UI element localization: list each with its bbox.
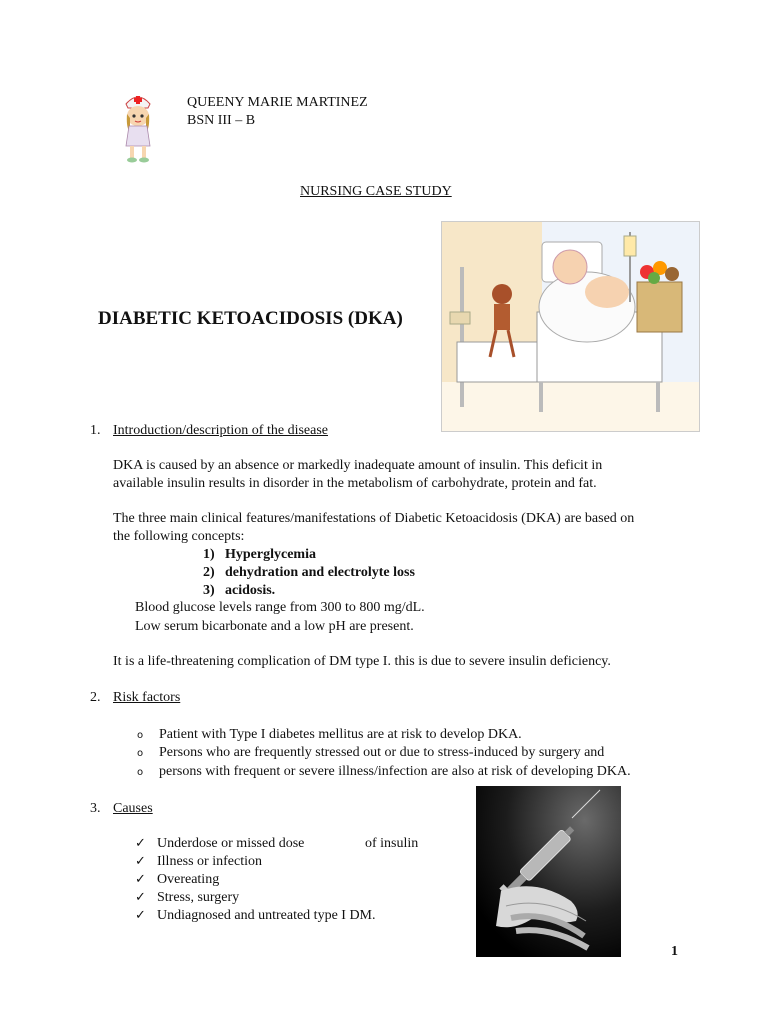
- cause-item-text: Underdose or missed dose: [157, 836, 305, 851]
- cause-item-text: Illness or infection: [157, 854, 262, 869]
- cause-item-text: Stress, surgery: [157, 890, 240, 905]
- feature-item: [203, 564, 415, 582]
- cause-item-text: Overeating: [157, 872, 220, 887]
- section-heading-intro: Introduction/description of the disease: [113, 423, 328, 438]
- glucose-range-text: Blood glucose levels range from 300 to 800 mg/dL.: [135, 600, 425, 615]
- circle-bullet-icon: o: [137, 730, 144, 741]
- feature-number: 3): [203, 583, 215, 598]
- circle-bullet-icon: o: [137, 767, 144, 778]
- list-item: [135, 871, 219, 889]
- feature-item: [203, 546, 316, 564]
- list-item: [135, 907, 376, 925]
- list-item: [135, 835, 304, 853]
- cause-item-tail: of insulin: [365, 836, 419, 851]
- serum-text: Low serum bicarbonate and a low pH are present.: [135, 619, 414, 634]
- intro-closing-text: It is a life-threatening complication of DM type I. this is due to severe insulin deficiency.: [113, 654, 611, 669]
- checkmark-icon: ✓: [135, 890, 146, 905]
- cause-item-text: Undiagnosed and untreated type I DM.: [157, 908, 376, 923]
- feature-item: [203, 582, 275, 600]
- checkmark-icon: ✓: [135, 854, 146, 869]
- checkmark-icon: ✓: [135, 908, 146, 923]
- list-item: [137, 744, 604, 763]
- intro-paragraph-line: The three main clinical features/manifestations of Diabetic Ketoacidosis (DKA) are based on: [113, 511, 635, 526]
- section-heading-causes: Causes: [113, 801, 153, 816]
- page-number: 1: [671, 944, 678, 959]
- checkmark-icon: ✓: [135, 836, 146, 851]
- document-heading: NURSING CASE STUDY: [300, 184, 452, 199]
- feature-text: Hyperglycemia: [225, 547, 316, 562]
- page-title: DIABETIC KETOACIDOSIS (DKA): [98, 308, 403, 329]
- feature-text: acidosis.: [225, 583, 276, 598]
- section-number: 1.: [90, 423, 101, 438]
- risk-item-text: Patient with Type I diabetes mellitus are at risk to develop DKA.: [159, 727, 522, 742]
- intro-paragraph-line: available insulin results in disorder in the metabolism of carbohydrate, protein and fat.: [113, 476, 597, 491]
- feature-number: 1): [203, 547, 215, 562]
- feature-number: 2): [203, 565, 215, 580]
- intro-paragraph-line: the following concepts:: [113, 529, 245, 544]
- risk-item-text: persons with frequent or severe illness/infection are also at risk of developing DKA.: [159, 764, 631, 779]
- list-item: [135, 853, 262, 871]
- list-item: [135, 889, 239, 907]
- nurse-cartoon-icon: [118, 88, 158, 164]
- circle-bullet-icon: o: [137, 748, 144, 759]
- author-name: QUEENY MARIE MARTINEZ: [187, 95, 368, 110]
- section-number: 3.: [90, 801, 101, 816]
- intro-paragraph-line: DKA is caused by an absence or markedly inadequate amount of insulin. This deficit in: [113, 458, 603, 473]
- hospital-beds-illustration: [441, 221, 700, 432]
- course-section: BSN III – B: [187, 113, 256, 128]
- risk-item-text: Persons who are frequently stressed out or due to stress-induced by surgery and: [159, 745, 605, 760]
- list-item: [137, 763, 631, 782]
- checkmark-icon: ✓: [135, 872, 146, 887]
- section-number: 2.: [90, 690, 101, 705]
- syringe-hand-photo: [476, 786, 621, 957]
- list-item: [137, 726, 522, 745]
- feature-text: dehydration and electrolyte loss: [225, 565, 415, 580]
- section-heading-risk: Risk factors: [113, 690, 181, 705]
